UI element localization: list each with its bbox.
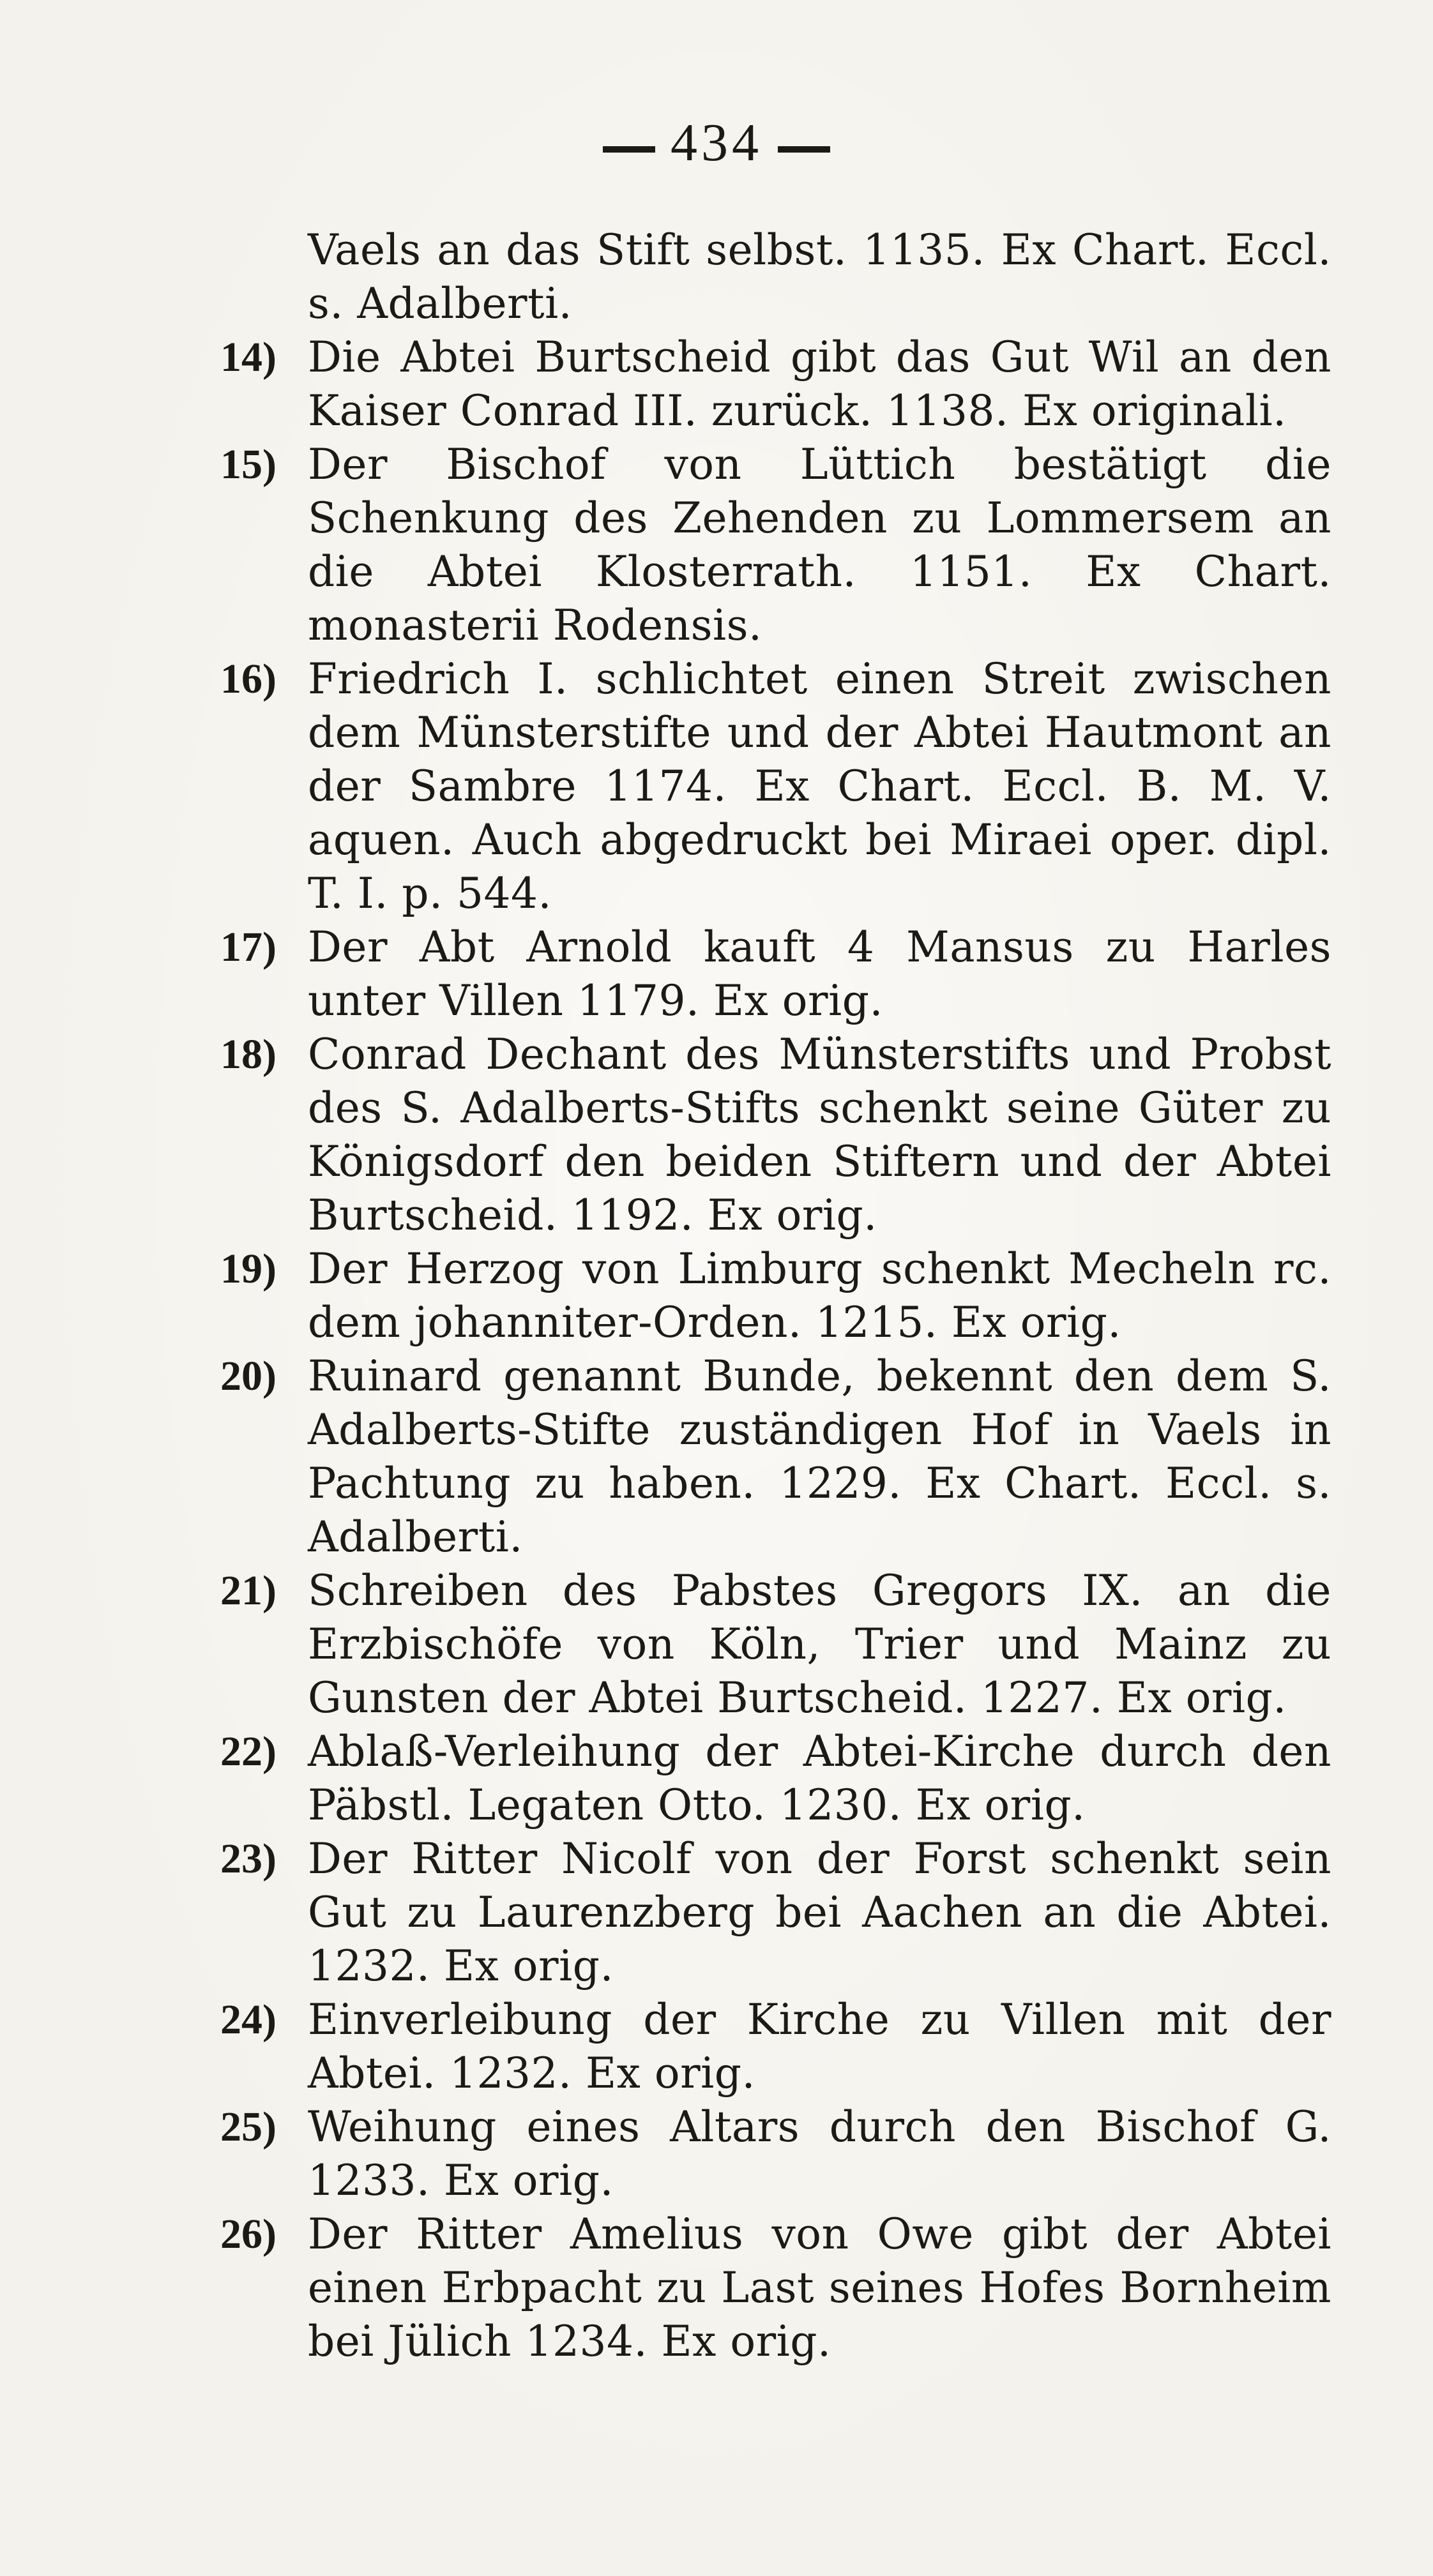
entry-number: 24)	[220, 1996, 277, 2043]
list-item	[220, 1028, 1331, 1242]
entry-text: Ablaß-Verleihung der Abtei-Kirche durch den Päbstl. Legaten Otto. 1230. Ex orig.	[308, 1727, 1331, 1830]
entry-number: 15)	[220, 441, 277, 488]
entry-text: Die Abtei Burtscheid gibt das Gut Wil an den Kaiser Conrad III. zurück. 1138. Ex originali.	[308, 333, 1331, 435]
entry-number: 16)	[220, 656, 277, 702]
list-item	[220, 1564, 1331, 1725]
header-dash-right	[778, 146, 830, 153]
entry-text: Vaels an das Stift selbst. 1135. Ex Chart. Eccl. s. Adalberti.	[308, 225, 1331, 328]
entry-text: Der Abt Arnold kauft 4 Mansus zu Harles unter Villen 1179. Ex orig.	[308, 923, 1331, 1025]
entry-number: 19)	[220, 1246, 277, 1292]
entry-number: 23)	[220, 1835, 277, 1882]
entry-text: Conrad Dechant des Münsterstifts und Probst des S. Adalberts-Stifts schenkt seine Güter zu Königsdorf den beiden Stiftern und der Abtei Burtscheid. 1192. Ex orig.	[308, 1030, 1331, 1240]
list-item	[220, 223, 1331, 331]
list-item	[220, 2208, 1331, 2369]
list-item	[220, 1242, 1331, 1350]
list-item	[220, 331, 1331, 438]
entry-number: 21)	[220, 1567, 277, 1614]
entry-number: 22)	[220, 1728, 277, 1775]
page-number: 434	[671, 113, 762, 172]
entry-text: Der Ritter Nicolf von der Forst schenkt sein Gut zu Laurenzberg bei Aachen an die Abtei. 1232. Ex orig.	[308, 1834, 1331, 1991]
list-item	[220, 1993, 1331, 2100]
list-item	[220, 652, 1331, 921]
entry-number: 17)	[220, 924, 277, 970]
entry-number: 25)	[220, 2104, 277, 2150]
entry-text: Einverleibung der Kirche zu Villen mit der Abtei. 1232. Ex orig.	[308, 1995, 1331, 2098]
list-item	[220, 1832, 1331, 1993]
entry-number: 14)	[220, 334, 277, 380]
entry-text: Der Ritter Amelius von Owe gibt der Abtei einen Erbpacht zu Last seines Hofes Bornheim bei Jülich 1234. Ex orig.	[308, 2210, 1331, 2366]
entry-text: Der Bischof von Lüttich bestätigt die Schenkung des Zehenden zu Lommersem an die Abtei Klosterrath. 1151. Ex Chart. monasterii Rodensis.	[308, 440, 1331, 650]
entry-number: 26)	[220, 2211, 277, 2257]
entry-text: Schreiben des Pabstes Gregors IX. an die Erzbischöfe von Köln, Trier und Mainz zu Gunsten der Abtei Burtscheid. 1227. Ex orig.	[308, 1566, 1331, 1722]
list-item	[220, 2100, 1331, 2208]
entry-text: Der Herzog von Limburg schenkt Mecheln rc. dem johanniter-Orden. 1215. Ex orig.	[308, 1244, 1331, 1347]
list-item	[220, 1725, 1331, 1832]
entry-number: 20)	[220, 1353, 277, 1399]
list-item	[220, 438, 1331, 652]
header-dash-left	[603, 146, 655, 153]
list-item	[220, 921, 1331, 1028]
entry-number: 18)	[220, 1031, 277, 1078]
list-item	[220, 1350, 1331, 1564]
entry-list	[220, 223, 1331, 2369]
entry-text: Friedrich I. schlichtet einen Streit zwischen dem Münsterstifte und der Abtei Hautmont an der Sambre 1174. Ex Chart. Eccl. B. M. V. aquen. Auch abgedruckt bei Miraei oper. dipl. T. I. p. 544.	[308, 654, 1331, 918]
entry-text: Weihung eines Altars durch den Bischof G. 1233. Ex orig.	[308, 2102, 1331, 2205]
entry-text: Ruinard genannt Bunde, bekennt den dem S. Adalberts-Stifte zuständigen Hof in Vaels in Pachtung zu haben. 1229. Ex Chart. Eccl. s. Adalberti.	[308, 1352, 1331, 1562]
page-header	[0, 112, 1433, 174]
